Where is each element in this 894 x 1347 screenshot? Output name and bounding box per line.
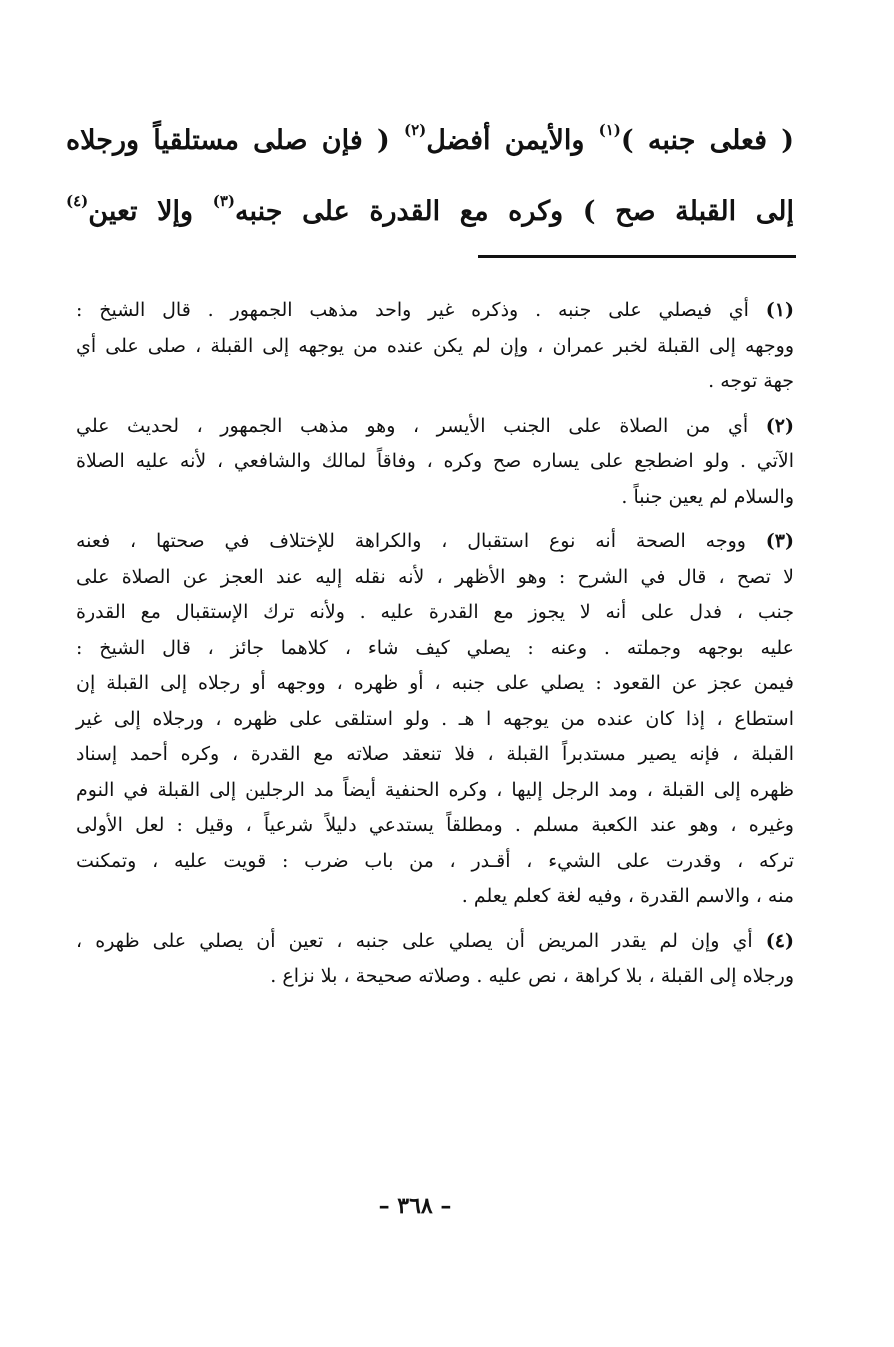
footnote-4 — [76, 924, 794, 995]
footnote-line: وغيره ، وهو عند الكعبة مسلم . ومطلقاً يستدعي دليلاً شرعياً ، وقيل : لعل الأولى — [76, 814, 794, 836]
main-text-segment: إلى القبلة صح ) وكره مع القدرة على جنبه — [235, 196, 794, 227]
footnote-line: عليه بوجهه وجملته . وعنه : يصلي كيف شاء ، كلاهما جائز ، قال الشيخ : — [76, 636, 794, 659]
footnote-line: جنب ، فدل على أنه لا يجوز مع القدرة عليه . ولأنه ترك الإستقبال مع القدرة — [76, 601, 794, 623]
footnote-marker: (٤) — [66, 192, 89, 210]
footnote-line: فيمن عجز عن القعود : يصلي على جنبه ، أو ظهره ، ووجهه أو رجلاه إلى القبلة إن — [76, 672, 794, 694]
footnote-text: أي وإن لم يقدر المريض أن يصلي على جنبه ، تعين أن يصلي على ظهره ، — [76, 929, 766, 952]
footnote-line: ورجلاه إلى القبلة ، بلا كراهة ، نص عليه . وصلاته صحيحة ، بلا نزاع . — [270, 965, 794, 987]
footnote-2 — [76, 409, 794, 516]
footnote-line: لا تصح ، قال في الشرح : وهو الأظهر ، لأنه نقله إليه عند العجز عن الصلاة على — [76, 565, 794, 588]
footnote-line: منه ، والاسم القدرة ، وفيه لغة كعلم يعلم . — [461, 885, 794, 907]
main-text-line — [66, 100, 794, 171]
main-text-segment: ( فإن صلى مستلقياً ورجلاه — [66, 125, 404, 156]
footnote-line — [76, 924, 794, 960]
footnote-number: (٣) — [765, 530, 794, 552]
page-number: – ٣٦٨ – — [378, 1193, 452, 1219]
footnote-line: الآتي . ولو اضطجع على يساره صح وكره ، وفاقاً لمالك والشافعي ، لأنه عليه الصلاة — [76, 450, 794, 472]
footnote-marker: (٣) — [212, 192, 236, 210]
footnote-1 — [76, 293, 794, 400]
footnote-line: استطاع ، إذا كان عنده من يوجهه ا هـ . ولو استلقى على ظهره ، ورجلاه إلى غير — [76, 707, 794, 730]
footnote-line: والسلام لم يعين جنباً . — [621, 485, 794, 508]
footnote-3 — [76, 524, 794, 915]
main-text-segment: وإلا تعين — [88, 196, 213, 227]
footnote-text: أي فيصلي على جنبه . وذكره غير واحد مذهب الجمهور . قال الشيخ : — [76, 299, 766, 321]
footnote-number: (٤) — [765, 929, 794, 952]
footnote-line — [76, 293, 794, 329]
main-text-line — [66, 171, 794, 242]
footnote-line: ووجهه إلى القبلة لخبر عمران ، وإن لم يكن عنده من يوجهه إلى القبلة ، صلى على أي — [76, 334, 794, 357]
footnote-text: أي من الصلاة على الجنب الأيسر ، وهو مذهب الجمهور ، لحديث علي — [76, 414, 766, 437]
footnote-text: ووجه الصحة أنه نوع استقبال ، والكراهة للإختلاف في صحتها ، فعنه — [76, 530, 766, 552]
main-text-segment: ( فعلى جنبه ) — [620, 125, 794, 156]
footnote-line: ظهره إلى القبلة ، ومد الرجل إليها ، وكره الحنفية أيضاً مد الرجلين إلى القبلة في النوم — [76, 778, 794, 801]
main-text — [66, 100, 794, 242]
footnote-marker: (٢) — [403, 121, 427, 139]
footnote-line: جهة توجه . — [708, 370, 794, 392]
footnote-number: (١) — [765, 299, 794, 321]
footnotes — [76, 293, 794, 1004]
footnote-line — [76, 524, 794, 560]
footnote-separator-rule — [478, 255, 796, 258]
footnote-marker: (١) — [598, 121, 621, 139]
main-text-segment: والأيمن أفضل — [426, 125, 599, 156]
footnote-line: تركه ، وقدرت على الشيء ، أقـدر ، من باب ضرب : قويت عليه ، وتمكنت — [76, 849, 794, 872]
footnote-line: القبلة ، فإنه يصير مستدبراً القبلة ، فلا تنعقد صلاته مع القدرة ، وكره أحمد إسناد — [76, 743, 794, 765]
footnote-number: (٢) — [765, 414, 794, 437]
footnote-line — [76, 409, 794, 445]
